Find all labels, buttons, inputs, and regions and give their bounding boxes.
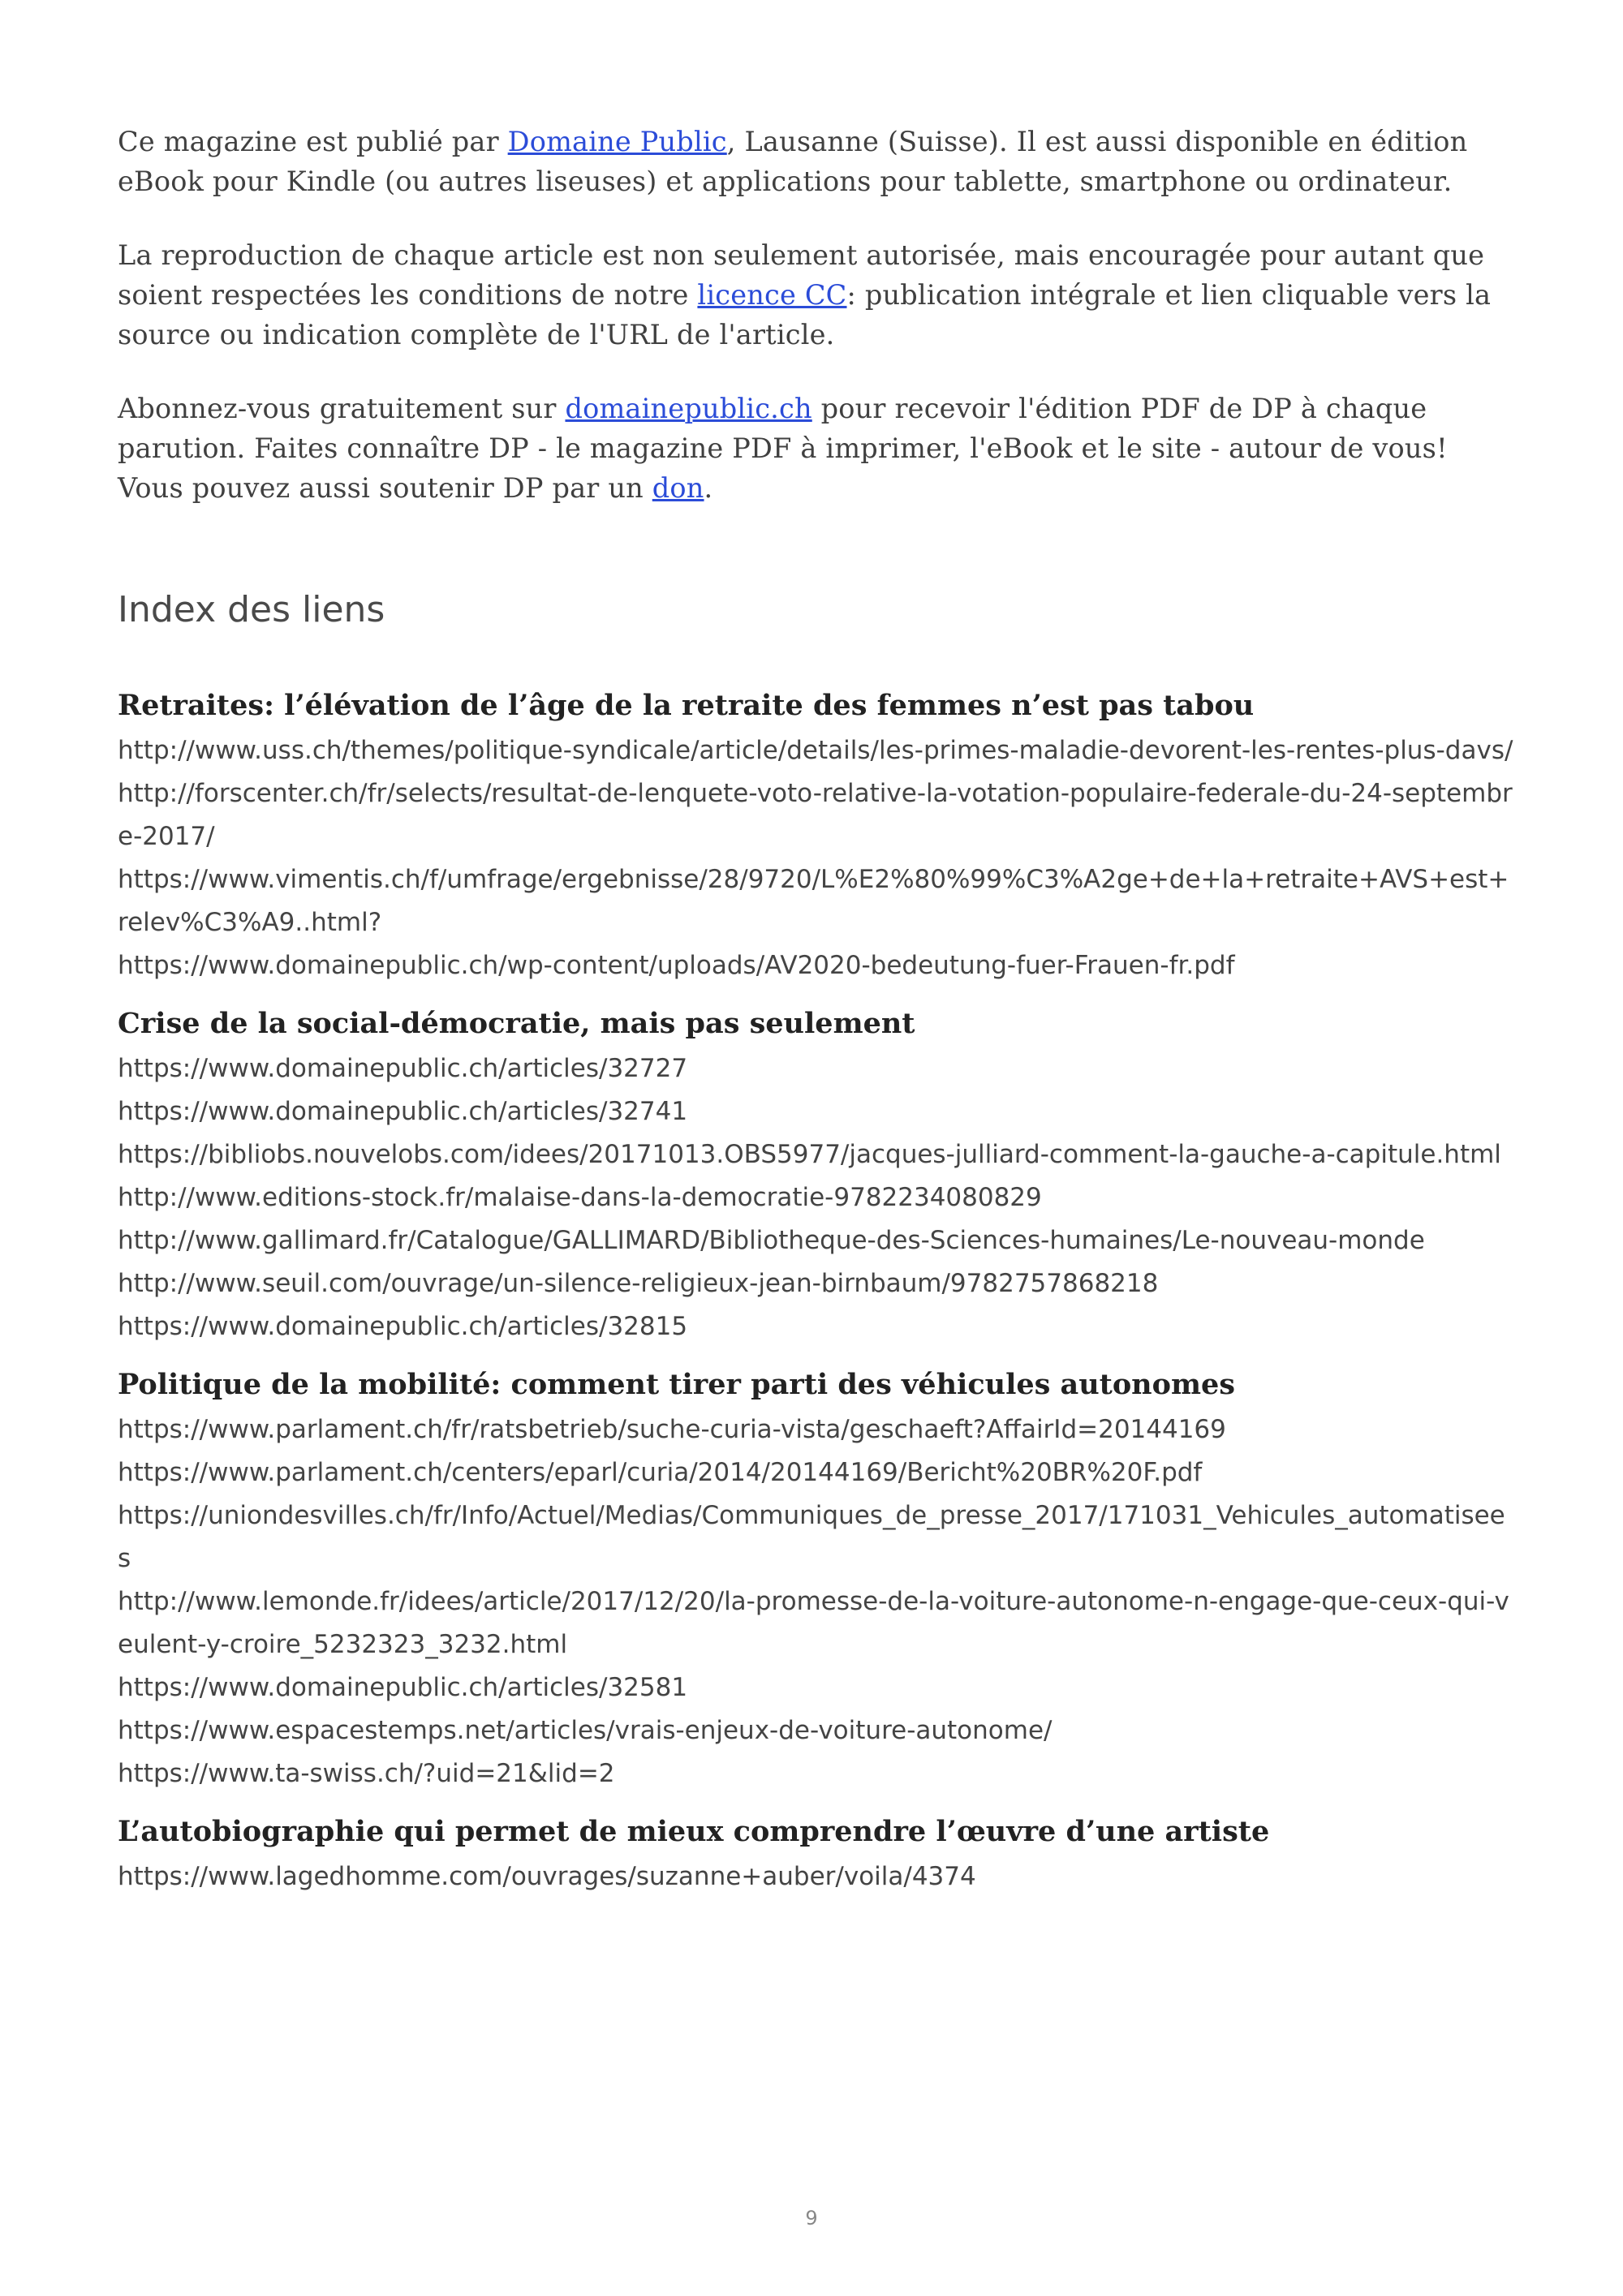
link-url[interactable]: http://www.seuil.com/ouvrage/un-silence-religieux-jean-birnbaum/9782757868218 [118, 1269, 1159, 1298]
document-page [118, 122, 1513, 1915]
link-url[interactable]: https://www.domainepublic.ch/articles/32727 [118, 1054, 688, 1083]
article-index [118, 686, 1513, 1898]
text-span: : publication intégrale et lien cliquable vers la source ou indication complète de l'URL de l'article. [118, 279, 1492, 350]
link-url[interactable]: https://www.parlament.ch/centers/eparl/curia/2014/20144169/Bericht%20BR%20F.pdf [118, 1458, 1203, 1487]
link-url[interactable]: https://www.domainepublic.ch/articles/32581 [118, 1673, 688, 1702]
link-url[interactable]: http://www.uss.ch/themes/politique-syndicale/article/details/les-primes-maladie-devorent-les-rentes-plus-davs/ [118, 736, 1513, 765]
link-url[interactable]: https://www.parlament.ch/fr/ratsbetrieb/suche-curia-vista/geschaeft?AffairId=20144169 [118, 1415, 1226, 1444]
article-section [118, 1812, 1513, 1898]
text-span: Abonnez-vous gratuitement sur [118, 393, 566, 424]
link-url[interactable]: https://www.domainepublic.ch/articles/32741 [118, 1097, 688, 1126]
link-url[interactable]: https://www.domainepublic.ch/articles/32815 [118, 1312, 688, 1341]
article-title: Retraites: l’élévation de l’âge de la retraite des femmes n’est pas tabou [118, 689, 1255, 722]
don-link[interactable]: don [652, 472, 704, 504]
article-title: Crise de la social-démocratie, mais pas seulement [118, 1007, 915, 1040]
link-url[interactable]: https://uniondesvilles.ch/fr/Info/Actuel/Medias/Communiques_de_presse_2017/171031_Vehicules_automatisees [118, 1501, 1505, 1573]
domaine-public-link[interactable]: Domaine Public [507, 126, 727, 157]
text-span: pour recevoir l'édition PDF de DP à chaque parution. Faites connaître DP - le magazine PDF à imprimer, l'eBook et le site - autour de vous! Vous pouvez aussi soutenir DP par un [118, 393, 1448, 504]
link-url[interactable]: https://www.domainepublic.ch/wp-content/uploads/AV2020-bedeutung-fuer-Frauen-fr.pdf [118, 951, 1235, 980]
link-list [118, 1047, 1513, 1348]
link-url[interactable]: https://www.ta-swiss.ch/?uid=21&lid=2 [118, 1759, 615, 1788]
intro-paragraph-publisher [118, 122, 1513, 201]
link-url[interactable]: https://bibliobs.nouvelobs.com/idees/20171013.OBS5977/jacques-julliard-comment-la-gauche-a-capitule.html [118, 1140, 1501, 1169]
text-span: , Lausanne (Suisse). Il est aussi disponible en édition eBook pour Kindle (ou autres liseuses) et applications pour tablette, smartphone ou ordinateur. [118, 126, 1468, 197]
link-url[interactable]: https://www.vimentis.ch/f/umfrage/ergebnisse/28/9720/L%E2%80%99%C3%A2ge+de+la+retraite+AVS+est+relev%C3%A9..html? [118, 865, 1509, 937]
text-span: Ce magazine est publié par [118, 126, 508, 157]
article-section [118, 686, 1513, 987]
article-section [118, 1004, 1513, 1348]
intro-paragraph-license [118, 235, 1513, 355]
text-span: La reproduction de chaque article est non seulement autorisée, mais encouragée pour autant que soient respectées les conditions de notre [118, 239, 1485, 311]
article-section [118, 1365, 1513, 1795]
intro-paragraph-subscribe [118, 389, 1513, 508]
article-title: L’autobiographie qui permet de mieux comprendre l’œuvre d’une artiste [118, 1815, 1270, 1848]
text-span: . [704, 472, 713, 504]
link-list [118, 1408, 1513, 1795]
link-url[interactable]: https://www.lagedhomme.com/ouvrages/suzanne+auber/voila/4374 [118, 1862, 976, 1891]
link-url[interactable]: http://forscenter.ch/fr/selects/resultat-de-lenquete-voto-relative-la-votation-populaire-federale-du-24-septembre-2017/ [118, 779, 1513, 851]
intro-section [118, 122, 1513, 508]
article-title: Politique de la mobilité: comment tirer parti des véhicules autonomes [118, 1368, 1235, 1401]
page-number: 9 [805, 2207, 818, 2229]
link-url[interactable]: http://www.gallimard.fr/Catalogue/GALLIMARD/Bibliotheque-des-Sciences-humaines/Le-nouveau-monde [118, 1226, 1425, 1255]
index-title: Index des liens [118, 589, 385, 630]
domainepublic-link[interactable]: domainepublic.ch [565, 393, 812, 424]
link-url[interactable]: http://www.lemonde.fr/idees/article/2017/12/20/la-promesse-de-la-voiture-autonome-n-engage-que-ceux-qui-veulent-y-croire_5232323_3232.html [118, 1587, 1509, 1659]
link-list [118, 729, 1513, 987]
link-list [118, 1855, 1513, 1898]
link-url[interactable]: http://www.editions-stock.fr/malaise-dans-la-democratie-9782234080829 [118, 1183, 1042, 1212]
link-url[interactable]: https://www.espacestemps.net/articles/vrais-enjeux-de-voiture-autonome/ [118, 1716, 1053, 1745]
licence-cc-link[interactable]: licence CC [697, 279, 847, 311]
